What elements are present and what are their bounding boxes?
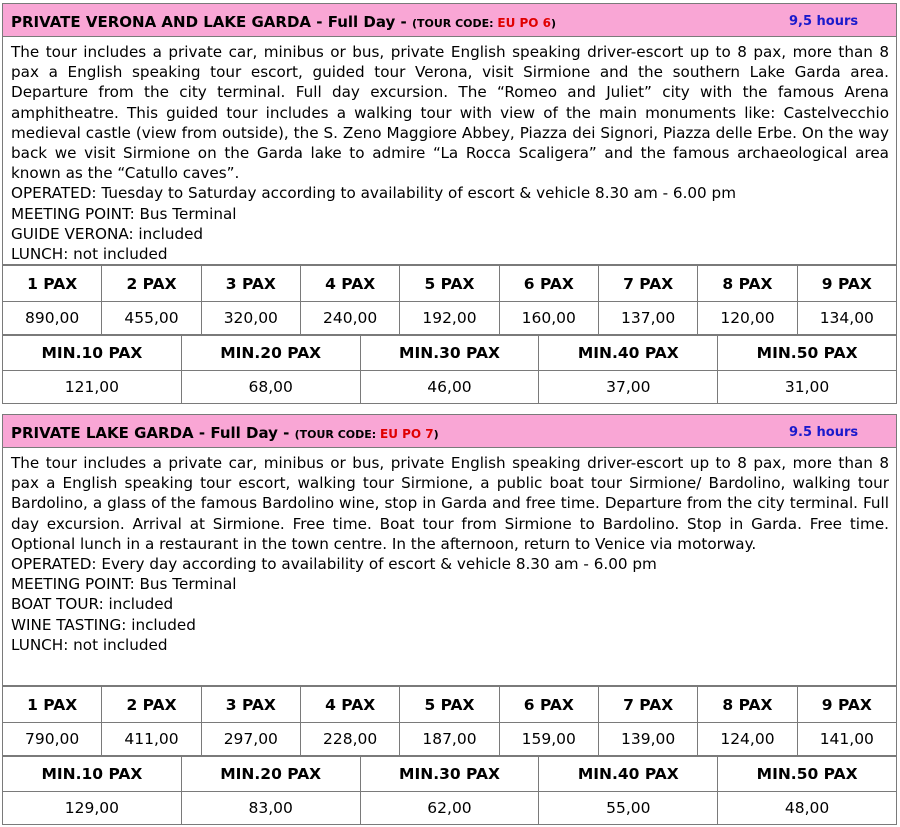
tour-section-verona-garda bbox=[2, 3, 897, 404]
pax-header: 3 PAX bbox=[201, 266, 300, 302]
pax-price: 160,00 bbox=[499, 302, 598, 335]
pax-header: 6 PAX bbox=[499, 266, 598, 302]
pax-price: 455,00 bbox=[102, 302, 201, 335]
pax-price: 124,00 bbox=[698, 723, 797, 756]
pax-header: 1 PAX bbox=[3, 687, 102, 723]
tour-meeting-point: MEETING POINT: Bus Terminal bbox=[11, 575, 237, 594]
min-pax-price-table bbox=[2, 756, 897, 825]
pax-price: 159,00 bbox=[499, 723, 598, 756]
tour-section-lake-garda bbox=[2, 414, 897, 825]
min-pax-price: 129,00 bbox=[3, 792, 182, 825]
min-pax-price-row bbox=[3, 792, 897, 825]
pax-header: 5 PAX bbox=[400, 266, 499, 302]
min-pax-header: MIN.40 PAX bbox=[539, 757, 718, 792]
pax-header: 2 PAX bbox=[102, 687, 201, 723]
pax-header: 6 PAX bbox=[499, 687, 598, 723]
min-pax-header-row bbox=[3, 757, 897, 792]
pax-price: 790,00 bbox=[3, 723, 102, 756]
min-pax-header: MIN.10 PAX bbox=[3, 336, 182, 371]
min-pax-price-table bbox=[2, 335, 897, 404]
pax-header: 5 PAX bbox=[400, 687, 499, 723]
tour-code: (TOUR CODE: EU PO 7) bbox=[294, 427, 439, 441]
tour-wine-tasting: WINE TASTING: included bbox=[11, 615, 196, 634]
tour-description-box bbox=[2, 448, 897, 686]
min-pax-price: 68,00 bbox=[181, 371, 360, 404]
tour-boat: BOAT TOUR: included bbox=[11, 595, 174, 614]
tour-operated: OPERATED: Every day according to availability of escort & vehicle 8.30 am - 6.00 pm bbox=[11, 555, 657, 574]
tour-duration: 9.5 hours bbox=[789, 425, 859, 440]
tour-description: The tour includes a private car, minibus or bus, private English speaking driver-escort up to 8 pax, more than 8 pax a English speaking tour escort, guided tour Verona, visit Sirmione and the southern Lake Garda area. Departure from the city terminal. Full day excursion. The “Romeo and Juliet” city with the famous Arena amphitheatre. This guided tour includes a walking tour with view of the main monuments like: Castelvecchio medieval castle (view from outside), the S. Zeno Maggiore Abbey, Piazza dei Signori, Piazza delle Erbe. On the way back we visit Sirmione on the Garda lake to admire “La Rocca Scaligera” and the famous archaeological area known as the “Catullo caves”. bbox=[11, 43, 889, 183]
pax-header: 9 PAX bbox=[797, 266, 896, 302]
min-pax-header: MIN.10 PAX bbox=[3, 757, 182, 792]
pax-header: 2 PAX bbox=[102, 266, 201, 302]
pax-price-table bbox=[2, 686, 897, 756]
min-pax-header-row bbox=[3, 336, 897, 371]
pax-price: 137,00 bbox=[598, 302, 697, 335]
min-pax-price-row bbox=[3, 371, 897, 404]
pax-header-row bbox=[3, 266, 897, 302]
tour-duration: 9,5 hours bbox=[789, 14, 859, 29]
min-pax-price: 62,00 bbox=[360, 792, 539, 825]
pax-header: 4 PAX bbox=[300, 266, 399, 302]
min-pax-header: MIN.40 PAX bbox=[539, 336, 718, 371]
pax-price: 192,00 bbox=[400, 302, 499, 335]
pax-price: 134,00 bbox=[797, 302, 896, 335]
pax-header: 1 PAX bbox=[3, 266, 102, 302]
pax-price: 139,00 bbox=[598, 723, 697, 756]
pax-price: 187,00 bbox=[400, 723, 499, 756]
min-pax-price: 46,00 bbox=[360, 371, 539, 404]
pax-price: 228,00 bbox=[300, 723, 399, 756]
pax-price: 320,00 bbox=[201, 302, 300, 335]
min-pax-price: 83,00 bbox=[181, 792, 360, 825]
pax-price: 120,00 bbox=[698, 302, 797, 335]
tour-title: PRIVATE VERONA AND LAKE GARDA - Full Day - (TOUR CODE: EU PO 6) bbox=[11, 13, 557, 31]
min-pax-price: 121,00 bbox=[3, 371, 182, 404]
tour-title: PRIVATE LAKE GARDA - Full Day - (TOUR CODE: EU PO 7) bbox=[11, 424, 439, 442]
min-pax-header: MIN.50 PAX bbox=[718, 336, 897, 371]
pax-price-row bbox=[3, 302, 897, 335]
pax-header: 7 PAX bbox=[598, 687, 697, 723]
tour-guide: GUIDE VERONA: included bbox=[11, 224, 204, 243]
min-pax-header: MIN.30 PAX bbox=[360, 336, 539, 371]
pax-header: 7 PAX bbox=[598, 266, 697, 302]
pax-price-table bbox=[2, 265, 897, 335]
pax-price: 297,00 bbox=[201, 723, 300, 756]
pax-header: 3 PAX bbox=[201, 687, 300, 723]
min-pax-header: MIN.20 PAX bbox=[181, 336, 360, 371]
pax-header: 9 PAX bbox=[797, 687, 896, 723]
tour-header bbox=[2, 3, 897, 37]
tour-lunch: LUNCH: not included bbox=[11, 635, 168, 654]
pax-price: 240,00 bbox=[300, 302, 399, 335]
min-pax-price: 55,00 bbox=[539, 792, 718, 825]
tour-header bbox=[2, 414, 897, 448]
min-pax-header: MIN.20 PAX bbox=[181, 757, 360, 792]
pax-price: 890,00 bbox=[3, 302, 102, 335]
tour-description-box bbox=[2, 37, 897, 265]
pax-price: 411,00 bbox=[102, 723, 201, 756]
pax-header: 4 PAX bbox=[300, 687, 399, 723]
min-pax-price: 48,00 bbox=[718, 792, 897, 825]
pax-header: 8 PAX bbox=[698, 266, 797, 302]
tour-lunch: LUNCH: not included bbox=[11, 245, 168, 264]
pax-header: 8 PAX bbox=[698, 687, 797, 723]
pax-price-row bbox=[3, 723, 897, 756]
tour-meeting-point: MEETING POINT: Bus Terminal bbox=[11, 204, 237, 223]
min-pax-price: 37,00 bbox=[539, 371, 718, 404]
pax-header-row bbox=[3, 687, 897, 723]
tour-description: The tour includes a private car, minibus or bus, private English speaking driver-escort up to 8 pax, more than 8 pax a English speaking tour escort, walking tour Sirmione, a public boat tour Sirmione/ Bardolino, walking tour Bardolino, a glass of the famous Bardolino wine, stop in Garda and free time. Departure from the city terminal. Full day excursion. Arrival at Sirmione. Free time. Boat tour from Sirmione to Bardolino. Stop in Garda. Free time. Optional lunch in a restaurant in the town centre. In the afternoon, return to Venice via motorway. bbox=[11, 454, 889, 553]
tour-code: (TOUR CODE: EU PO 6) bbox=[411, 16, 557, 30]
min-pax-header: MIN.50 PAX bbox=[718, 757, 897, 792]
min-pax-header: MIN.30 PAX bbox=[360, 757, 539, 792]
min-pax-price: 31,00 bbox=[718, 371, 897, 404]
pax-price: 141,00 bbox=[797, 723, 896, 756]
tour-operated: OPERATED: Tuesday to Saturday according to availability of escort & vehicle 8.30 am - 6.00 pm bbox=[11, 184, 736, 203]
